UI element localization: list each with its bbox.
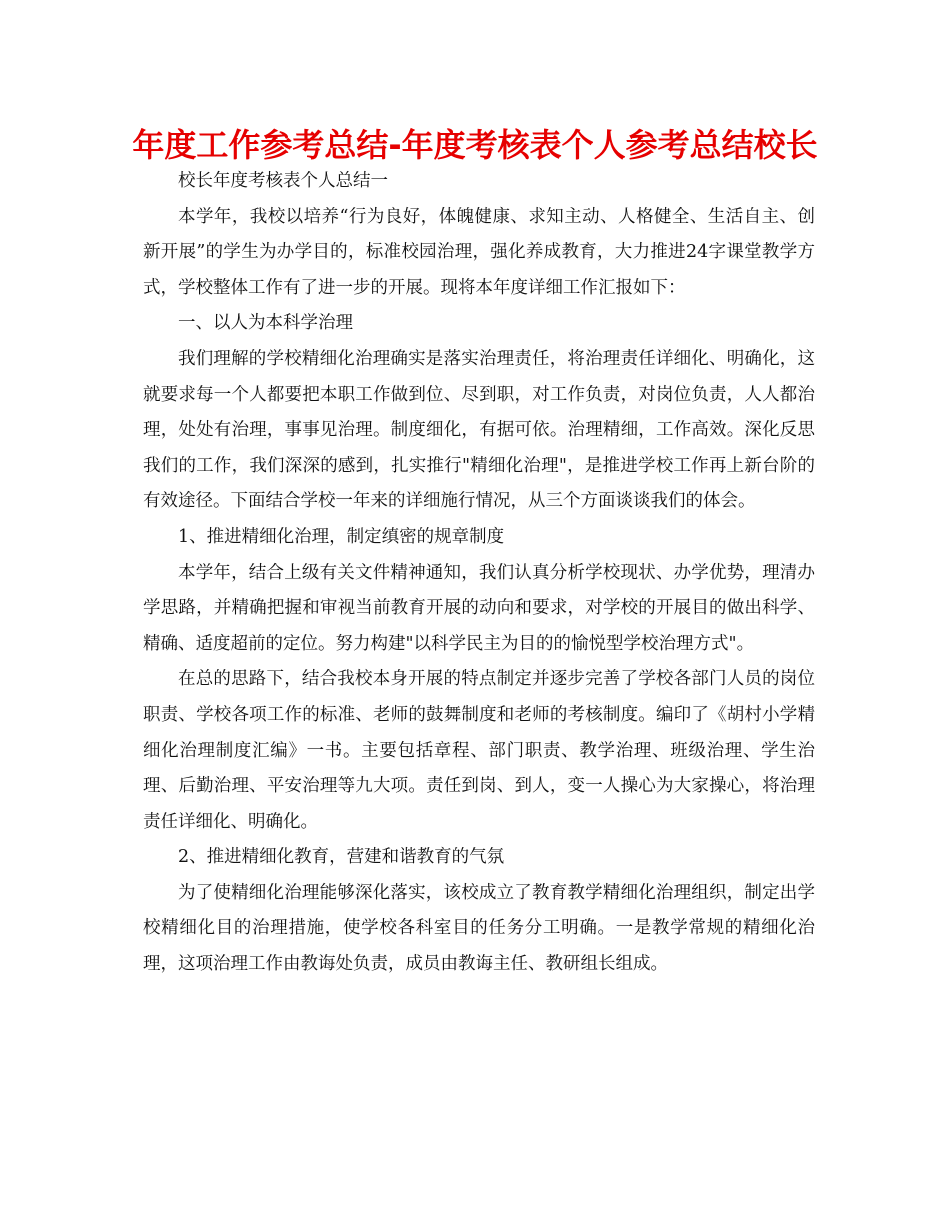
paragraph: 在总的思路下，结合我校本身开展的特点制定并逐步完善了学校各部门人员的岗位职责、学校各项工作的标准、老师的鼓舞制度和老师的考核制度。编印了《胡村小学精细化治理制度汇编》一书。主要包括章程、部门职责、教学治理、班级治理、学生治理、后勤治理、平安治理等九大项。责任到岗、到人，变一人操心为大家操心，将治理责任详细化、明确化。 xyxy=(143,669,815,832)
subsection-heading: 2、推进精细化教育，营建和谐教育的气氛 xyxy=(178,847,505,868)
paragraph: 本学年，结合上级有关文件精神通知，我们认真分析学校现状、办学优势，理清办学思路，并精确把握和审视当前教育开展的动向和要求，对学校的开展目的做出科学、精确、适度超前的定位。努力构建"以科学民主为目的的愉悦型学校治理方式"。 xyxy=(143,562,815,654)
paragraph: 为了使精细化治理能够深化落实，该校成立了教育教学精细化治理组织，制定出学校精细化目的治理措施，使学校各科室目的任务分工明确。一是教学常规的精细化治理，这项治理工作由教诲处负责，成员由教诲主任、教研组长组成。 xyxy=(143,882,815,975)
section-heading: 一、以人为本科学治理 xyxy=(178,313,353,334)
subsection-heading: 1、推进精细化治理，制定缜密的规章制度 xyxy=(178,526,505,547)
paragraph: 我们理解的学校精细化治理确实是落实治理责任，将治理责任详细化、明确化，这就要求每一个人都要把本职工作做到位、尽到职，对工作负责，对岗位负责，人人都治理，处处有治理，事事见治理。制度细化，有据可依。治理精细，工作高效。深化反思我们的工作，我们深深的感到，扎实推行"精细化治理"，是推进学校工作再上新台阶的有效途径。下面结合学校一年来的详细施行情况，从三个方面谈谈我们的体会。 xyxy=(143,348,815,512)
section-heading: 校长年度考核表个人总结一 xyxy=(178,171,388,191)
document-body xyxy=(143,164,815,983)
document-title: 年度工作参考总结-年度考核表个人参考总结校长 xyxy=(132,126,818,164)
paragraph: 本学年，我校以培养“行为良好，体魄健康、求知主动、人格健全、生活自主、创新开展”的学生为办学目的，标准校园治理，强化养成教育，大力推进24字课堂教学方式，学校整体工作有了进一步的开展。现将本年度详细工作汇报如下： xyxy=(143,206,815,298)
